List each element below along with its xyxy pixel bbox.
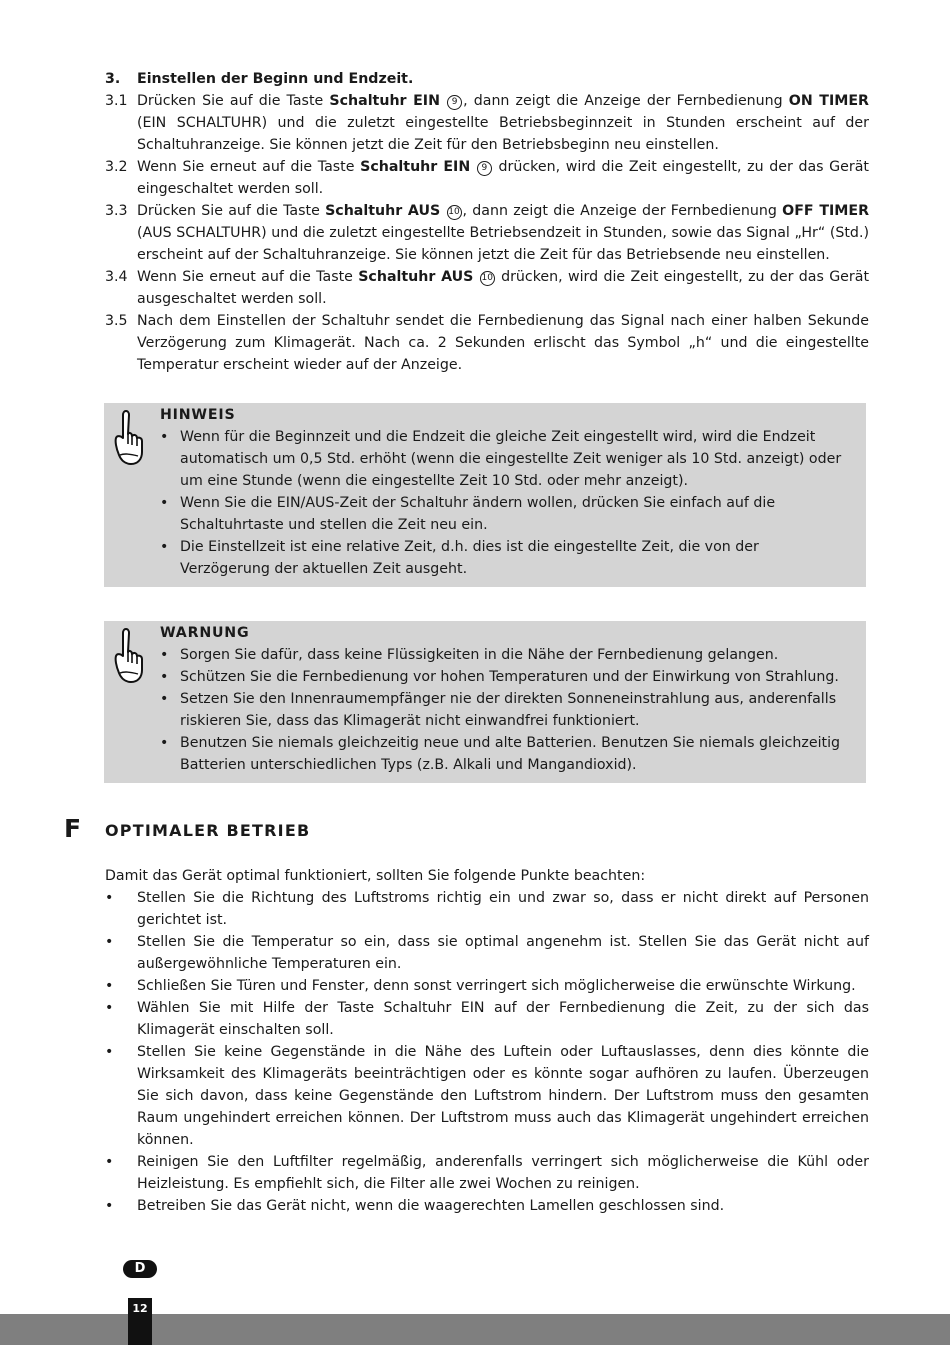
page-number: 12 [128,1298,152,1345]
key-number-badge: 10 [480,271,495,286]
step-text: Drücken Sie auf die Taste Schaltuhr EIN 9 , dann zeigt die Anzeige der Fernbedienung ON TIMER (EIN SCHALTUHR) und die zuletzt eingestellte Betriebsbeginnzeit in Stunden erscheint auf der Schaltuhranzeige. Sie können jetzt die Zeit für den Betriebsbeginn neu einstellen. [137,93,869,153]
section-intro: Damit das Gerät optimal funktioniert, sollten Sie folgende Punkte beachten: [105,868,646,884]
step-number: 3.1 [105,93,128,109]
warning-box [104,621,866,783]
note-list [160,426,850,580]
list-item: • Wenn Sie die EIN/AUS-Zeit der Schaltuhr ändern wollen, drücken Sie einfach auf die Schaltuhrtaste und stellen die Zeit neu ein. [160,495,776,533]
list-item: • Wenn für die Beginnzeit und die Endzeit die gleiche Zeit eingestellt wird, wird die Endzeit automatisch um 0,5 Std. erhöht (wenn die eingestellte Zeit weniger als 10 Std. anzeigt) oder um eine Stunde (wenn die eingestellte Zeit 10 Std. oder mehr anzeigt). [160,429,842,489]
list-item: • Setzen Sie den Innenraumempfänger nie der direkten Sonneneinstrahlung aus, anderenfalls riskieren Sie, dass das Klimagerät nicht einwandfrei funktioniert. [160,691,837,729]
list-item: • Benutzen Sie niemals gleichzeitig neue und alte Batterien. Benutzen Sie niemals gleichzeitig Batterien unterschiedlichen Typs (z.B. Alkali und Mangandioxid). [160,735,841,773]
step-number: 3.2 [105,159,128,175]
note-box [104,403,866,587]
key-number-badge: 10 [447,205,462,220]
step-text: Wenn Sie erneut auf die Taste Schaltuhr AUS 10 drücken, wird die Zeit eingestellt, zu der das Gerät ausgeschaltet werden soll. [137,269,870,307]
tips-list [105,887,869,1217]
heading-text: Einstellen der Beginn und Endzeit. [137,71,414,87]
section-letter: F [64,814,82,843]
list-item: • Die Einstellzeit ist eine relative Zeit, d.h. dies ist die eingestellte Zeit, die von der Verzögerung der aktuellen Zeit ausgeht. [160,539,759,577]
list-item: • Betreiben Sie das Gerät nicht, wenn die waagerechten Lamellen geschlossen sind. [105,1198,725,1214]
timer-instructions [105,68,869,376]
step-3-2 [105,156,869,200]
pointing-hand-icon [111,408,145,468]
list-item: • Schließen Sie Türen und Fenster, denn sonst verringert sich möglicherweise die erwünschte Wirkung. [105,978,856,994]
key-number-badge: 9 [447,95,462,110]
warning-title: WARNUNG [160,625,250,641]
list-item: • Stellen Sie die Richtung des Luftstroms richtig ein und zwar so, dass er nicht direkt auf Personen gerichtet ist. [105,890,869,928]
section-heading [105,68,869,90]
pointing-hand-icon [111,626,145,686]
list-item: • Schützen Sie die Fernbedienung vor hohen Temperaturen und der Einwirkung von Strahlung. [160,669,839,685]
step-3-1 [105,90,869,156]
step-number: 3.4 [105,269,128,285]
note-title: HINWEIS [160,407,236,423]
step-3-3 [105,200,869,266]
heading-number: 3. [105,71,121,87]
step-text: Wenn Sie erneut auf die Taste Schaltuhr EIN 9 drücken, wird die Zeit eingestellt, zu der das Gerät eingeschaltet werden soll. [137,159,869,197]
list-item: • Sorgen Sie dafür, dass keine Flüssigkeiten in die Nähe der Fernbedienung gelangen. [160,647,779,663]
section-title: OPTIMALER BETRIEB [105,821,311,840]
step-number: 3.5 [105,313,128,329]
warning-list [160,644,850,776]
step-3-4 [105,266,869,310]
list-item: • Wählen Sie mit Hilfe der Taste Schaltuhr EIN auf der Fernbedienung die Zeit, zu der sich das Klimagerät einschalten soll. [105,1000,869,1038]
key-number-badge: 9 [477,161,492,176]
step-3-5 [105,310,869,376]
step-number: 3.3 [105,203,128,219]
list-item: • Stellen Sie die Temperatur so ein, dass sie optimal angenehm ist. Stellen Sie das Gerät nicht auf außergewöhnliche Temperaturen ein. [105,934,869,972]
language-badge: D [123,1260,157,1278]
list-item: • Stellen Sie keine Gegenstände in die Nähe des Luftein oder Luftauslasses, denn dies könnte die Wirksamkeit des Klimageräts beeinträchtigen oder es könnte sogar aufhören zu laufen. Überzeugen Sie sich davon, dass keine Gegenstände den Luftstrom hindern. Der Luftstrom muss den gesamten Raum ungehindert erreichen können. Der Luftstrom muss auch das Klimagerät ungehindert erreichen können. [105,1044,869,1148]
list-item: • Reinigen Sie den Luftfilter regelmäßig, anderenfalls verringert sich möglicherweise die Kühl oder Heizleistung. Es empfiehlt sich, die Filter alle zwei Wochen zu reinigen. [105,1154,869,1192]
step-text: Nach dem Einstellen der Schaltuhr sendet die Fernbedienung das Signal nach einer halben Sekunde Verzögerung zum Klimagerät. Nach ca. 2 Sekunden erlischt das Symbol „h“ und die eingestellte Temperatur erscheint wieder auf der Anzeige. [137,313,869,373]
step-text: Drücken Sie auf die Taste Schaltuhr AUS 10 , dann zeigt die Anzeige der Fernbedienung OFF TIMER (AUS SCHALTUHR) und die zuletzt eingestellte Betriebsendzeit in Stunden, sowie das Signal „Hr“ (Std.) erscheint auf der Schaltuhranzeige. Sie können jetzt die Zeit für das Betriebsende neu einstellen. [137,203,870,263]
